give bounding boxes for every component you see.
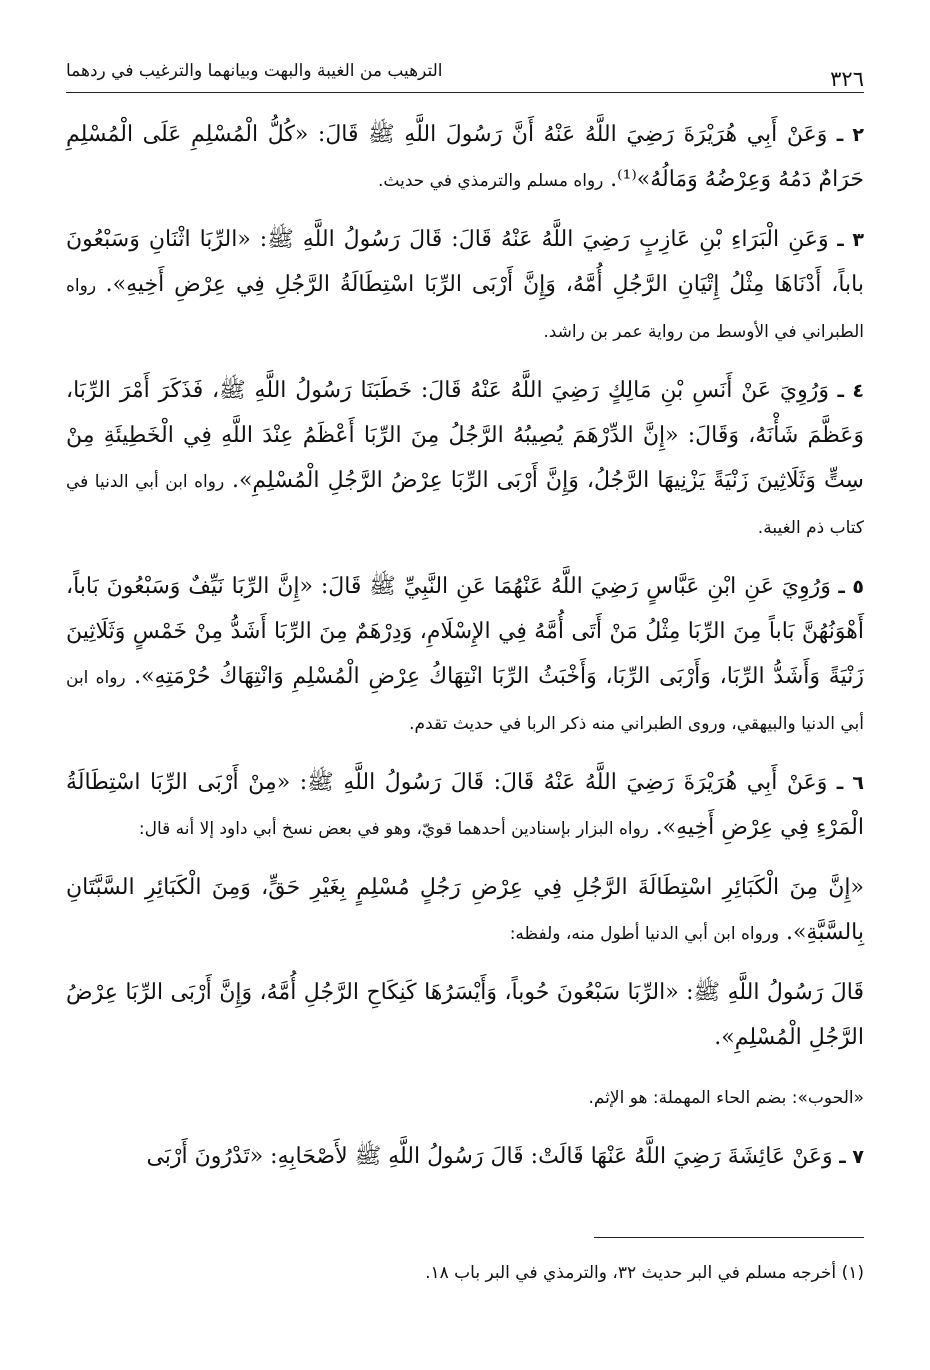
hadith-number: ٥ ـ [838, 576, 864, 598]
hadith-text: وَرُوِيَ عَنْ أَنَسِ بْنِ مَالِكٍ رَضِيَ اللَّهُ عَنْهُ قَالَ: خَطَبَنَا رَسُولُ اللَّهِ ﷺ، فَذَكَرَ أَمْرَ الرِّبَا، وَعَظَّمَ شَأْنَهُ، وَقَالَ: «إِنَّ الدِّرْهَمَ يُصِيبُهُ الرَّجُلُ مِنَ الرِّبَا أَعْظَمُ عِنْدَ اللَّهِ فِي الْخَطِيئَةِ مِنْ سِتٍّ وَثَلَاثِينَ زَنْيَةً يَزْنِيهَا الرَّجُلُ، وَإِنَّ أَرْبَى الرِّبَا عِرْضُ الرَّجُلِ الْمُسْلِمِ». [66, 378, 864, 493]
hadith-number: ٦ ـ [836, 772, 865, 794]
hadith-source: رواه ابن أبي الدنيا في كتاب ذم الغيبة. [66, 472, 864, 538]
hadith-text: وَرُوِيَ عَنِ ابْنِ عَبَّاسٍ رَضِيَ اللَّهُ عَنْهُمَا عَنِ النَّبِيِّ ﷺ قَالَ: «إِنَّ الرِّبَا نَيِّفٌ وَسَبْعُونَ بَاباً، أَهْوَنُهُنَّ بَاباً مِنَ الرِّبَا مِثْلُ مَنْ أَتَى أُمَّهُ فِي الإِسْلَامِ، وَدِرْهَمٌ مِنَ الرِّبَا أَشَدُّ مِنْ خَمْسٍ وَثَلَاثِينَ زَنْيَةً وَأَشَدُّ الرِّبَا، وَأَرْبَى الرِّبَا، وَأَخْبَثُ الرِّبَا انْتِهَاكُ عِرْضِ الْمُسْلِمِ وَانْتِهَاكُ حُرْمَتِهِ». [66, 574, 864, 689]
footnote-text: أخرجه مسلم في البر حديث ٣٢، والترمذي في البر باب ١٨. [425, 1263, 837, 1283]
hadith-paragraph-7 [66, 1134, 864, 1179]
chapter-title: الترهيب من الغيبة والبهت وبيانهما والترغيب في ردهما [66, 61, 443, 81]
hadith-paragraph-4 [66, 368, 864, 550]
hadith-source: ورواه ابن أبي الدنيا أطول منه، ولفظه: [509, 924, 780, 944]
hadith-source: رواه مسلم والترمذي في حديث. [378, 171, 604, 191]
word-explanation: «الحوب»: بضم الحاء المهملة: هو الإثم. [588, 1088, 864, 1108]
footnote-rule [594, 1237, 864, 1238]
hadith-number: ٢ ـ [836, 124, 865, 146]
header-rule [66, 92, 864, 93]
hadith-paragraph-2 [66, 112, 864, 203]
hadith-text: «إِنَّ مِنَ الْكَبَائِرِ اسْتِطَالَةَ الرَّجُلِ فِي عِرْضِ رَجُلٍ مُسْلِمٍ بِغَيْرِ حَقٍّ، وَمِنَ الْكَبَائِرِ السَّبَّتَانِ بِالسَّبَّةِ». [66, 875, 864, 945]
hadith-variant-paragraph [66, 970, 864, 1060]
hadith-source: رواه ابن أبي الدنيا والبيهقي، وروى الطبراني منه ذكر الربا في حديث تقدم. [66, 668, 864, 734]
footnote-marker: (١) [841, 1263, 864, 1283]
hadith-number: ٣ ـ [837, 229, 865, 251]
hadith-text: وَعَنْ أَبِي هُرَيْرَةَ رَضِيَ اللَّهُ عَنْهُ أَنَّ رَسُولَ اللَّهِ ﷺ قَالَ: «كُلُّ الْمُسْلِمِ عَلَى الْمُسْلِمِ حَرَامٌ دَمُهُ وَعِرْضُهُ وَمَالُهُ»⁽¹⁾. [66, 122, 864, 192]
hadith-paragraph-6 [66, 760, 864, 851]
hadith-source: رواه الطبراني في الأوسط من رواية عمر بن راشد. [66, 276, 864, 342]
main-text [66, 112, 864, 1193]
hadith-variant-paragraph [66, 865, 864, 956]
hadith-paragraph-3 [66, 217, 864, 354]
hadith-text: وَعَنِ الْبَرَاءِ بْنِ عَازِبٍ رَضِيَ اللَّهُ عَنْهُ قَالَ: قَالَ رَسُولُ اللَّهِ ﷺ: «الرِّبَا اثْنَانِ وَسَبْعُونَ باباً، أَدْنَاهَا مِثْلُ إِتْيَانِ الرَّجُلِ أُمَّهُ، وَإِنَّ أَرْبَى الرِّبَا اسْتِطَالَةُ الرَّجُلِ فِي عِرْضِ أَخِيهِ». [66, 227, 864, 297]
hadith-text: قَالَ رَسُولُ اللَّهِ ﷺ: «الرِّبَا سَبْعُونَ حُوباً، وَأَيْسَرُهَا كَنِكَاحِ الرَّجُلِ أُمَّهُ، وَإِنَّ أَرْبَى الرِّبَا عِرْضُ الرَّجُلِ الْمُسْلِمِ». [66, 980, 864, 1050]
hadith-text: وَعَنْ أَبِي هُرَيْرَةَ رَضِيَ اللَّهُ عَنْهُ قَالَ: قَالَ رَسُولُ اللَّهِ ﷺ: «مِنْ أَرْبَى الرِّبَا اسْتِطَالَةُ الْمَرْءِ فِي عِرْضِ أَخِيهِ». [66, 770, 864, 840]
hadith-number: ٧ ـ [839, 1146, 864, 1168]
hadith-source: رواه البزار بإسنادين أحدهما قويّ، وهو في بعض نسخ أبي داود إلا أنه قال: [138, 819, 649, 839]
hadith-text: وَعَنْ عَائِشَةَ رَضِيَ اللَّهُ عَنْهَا قَالَتْ: قَالَ رَسُولُ اللَّهِ ﷺ لأَصْحَابِهِ: «تَدْرُونَ أَرْبَى [146, 1144, 833, 1169]
page-number: ٣٢٦ [830, 67, 864, 91]
footnote [66, 1258, 864, 1288]
hadith-number: ٤ ـ [837, 380, 864, 402]
running-header [66, 58, 864, 94]
word-explanation-paragraph [66, 1074, 864, 1120]
hadith-paragraph-5 [66, 564, 864, 746]
